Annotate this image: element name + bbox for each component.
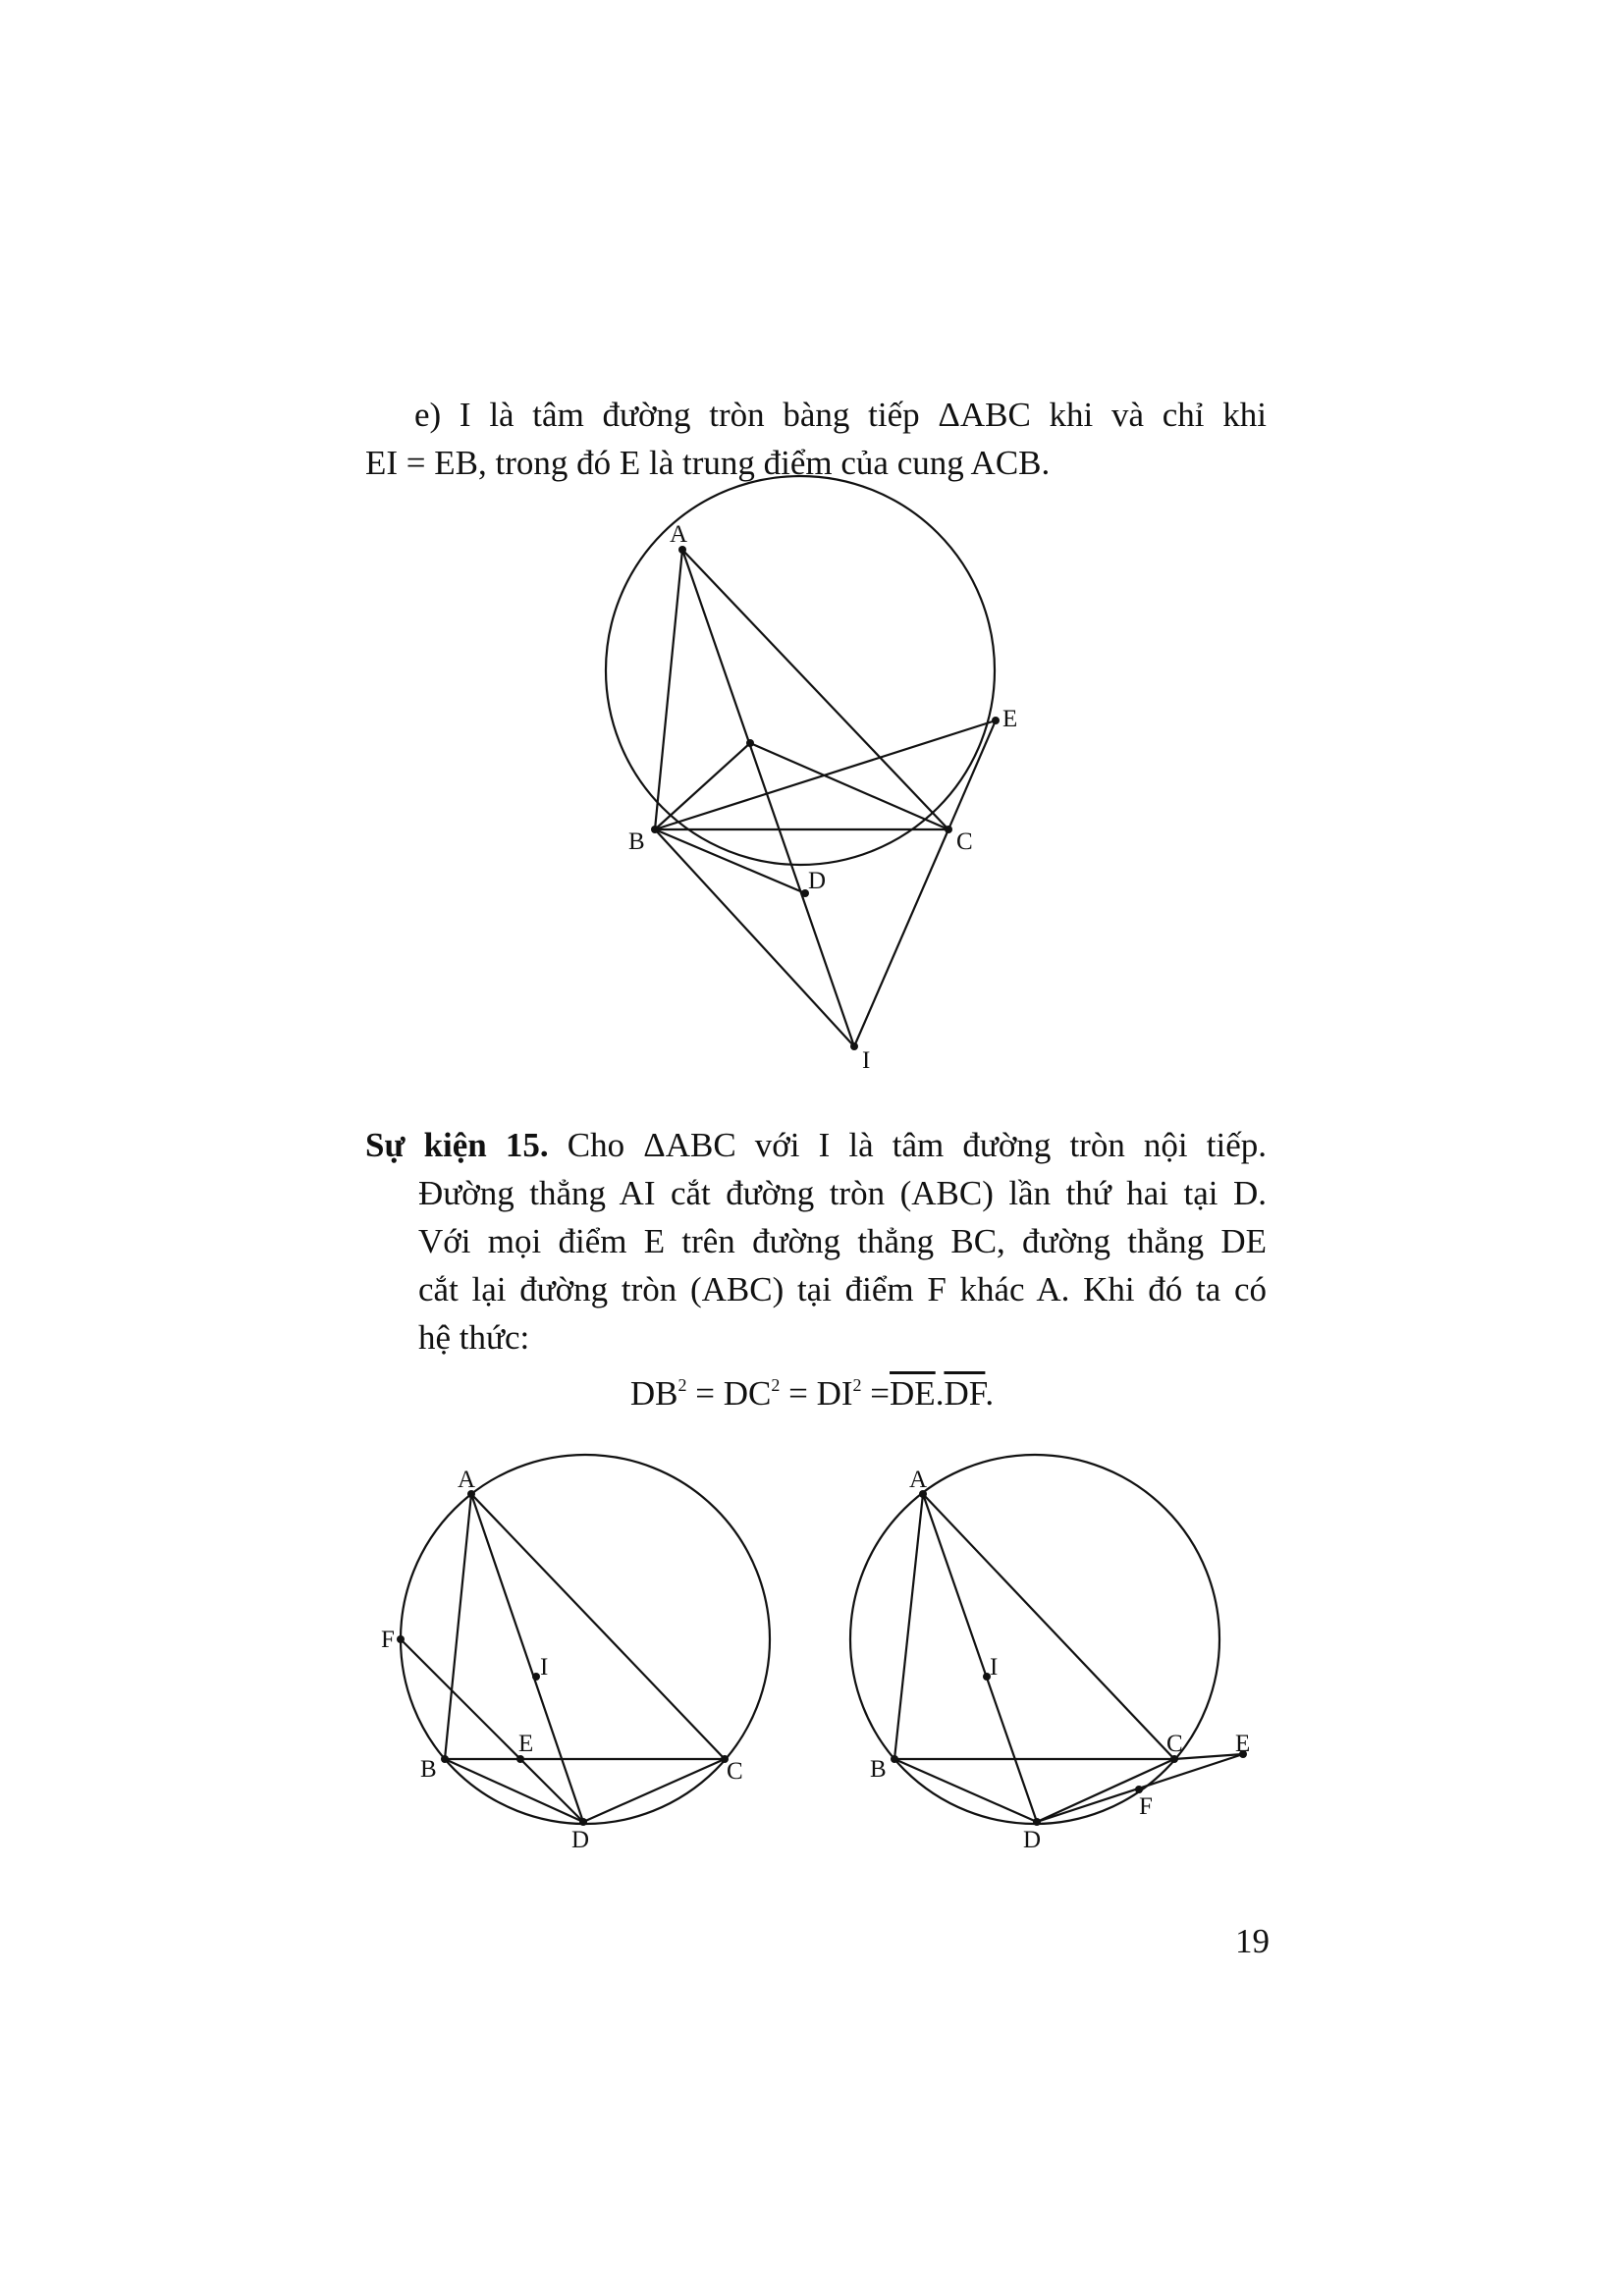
- segment-ab: [894, 1494, 923, 1759]
- label-b: B: [420, 1756, 437, 1783]
- formula-db: DB: [629, 1374, 678, 1413]
- segment-ac: [471, 1494, 725, 1759]
- point-d: [579, 1818, 587, 1826]
- label-e: E: [1002, 706, 1018, 732]
- point-i: [532, 1673, 540, 1681]
- formula-df: $\overline{DF}$: [944, 1374, 986, 1413]
- label-c: C: [1166, 1731, 1183, 1757]
- label-c: C: [956, 828, 973, 855]
- fact-15-line-4: cắt lại đường tròn (ABC) tại điểm F khác A. Khi đó ta có: [418, 1270, 1267, 1308]
- circumcircle: [606, 476, 995, 865]
- point-center: [746, 739, 754, 747]
- label-f: F: [381, 1627, 395, 1653]
- label-b: B: [870, 1756, 887, 1783]
- label-c: C: [727, 1758, 743, 1785]
- section-e-line-2: EI = EB, trong đó E là trung điểm của cung ACB.: [365, 444, 1051, 482]
- segment-ac: [682, 550, 948, 829]
- period: .: [985, 1374, 995, 1413]
- dot: .: [935, 1374, 945, 1413]
- point-f: [1135, 1786, 1143, 1793]
- point-b: [441, 1755, 449, 1763]
- point-b: [891, 1755, 898, 1763]
- figure-incircle-left: [381, 1455, 770, 1853]
- formula-de: $\overline{DE}$: [890, 1374, 936, 1413]
- segment-ab: [655, 550, 682, 829]
- segment-bd: [894, 1759, 1037, 1822]
- label-i: I: [862, 1047, 871, 1074]
- segment-cd: [583, 1759, 725, 1822]
- segment-ai: [682, 550, 854, 1046]
- segment-oc: [750, 743, 948, 829]
- point-e: [992, 717, 1000, 724]
- label-a: A: [458, 1467, 476, 1493]
- figure-excircle: [606, 476, 1017, 1074]
- segment-ad: [471, 1494, 583, 1822]
- label-i: I: [540, 1654, 549, 1681]
- exponent: 2: [677, 1375, 687, 1395]
- fact-15-line-5: hệ thức:: [418, 1318, 530, 1357]
- label-d: D: [808, 868, 827, 894]
- formula-dc: DC: [723, 1374, 772, 1413]
- point-c: [945, 826, 952, 833]
- segment-cd: [1037, 1759, 1174, 1822]
- fact-15-line-3: Với mọi điểm E trên đường thẳng BC, đường thẳng DE: [418, 1222, 1267, 1260]
- point-d: [1033, 1818, 1041, 1826]
- label-f: F: [1139, 1793, 1153, 1820]
- equals: =: [695, 1374, 715, 1413]
- label-d: D: [571, 1827, 590, 1853]
- label-b: B: [628, 828, 645, 855]
- segment-ab: [445, 1494, 471, 1759]
- label-e: E: [518, 1731, 534, 1757]
- segment-ob: [655, 743, 750, 829]
- exponent: 2: [852, 1375, 862, 1395]
- segment-bd: [445, 1759, 583, 1822]
- fact-15-title: Sự kiện 15.: [365, 1126, 549, 1164]
- label-d: D: [1023, 1827, 1042, 1853]
- label-e: E: [1235, 1731, 1251, 1757]
- label-a: A: [670, 521, 688, 548]
- section-e-line-1: e) I là tâm đường tròn bàng tiếp ΔABC khi và chỉ khi: [414, 396, 1267, 434]
- segment-ad: [923, 1494, 1037, 1822]
- fact-15-line-1-text: Cho ΔABC với I là tâm đường tròn nội tiếp.: [567, 1126, 1267, 1164]
- fact-15-line-2: Đường thẳng AI cắt đường tròn (ABC) lần thứ hai tại D.: [418, 1174, 1267, 1212]
- exponent: 2: [771, 1375, 781, 1395]
- label-a: A: [909, 1467, 928, 1493]
- label-i: I: [990, 1654, 999, 1681]
- point-f: [397, 1635, 405, 1643]
- circumcircle: [850, 1455, 1219, 1824]
- point-b: [651, 826, 659, 833]
- segment-ce: [948, 721, 996, 829]
- segment-ac: [923, 1494, 1174, 1759]
- equals: =: [788, 1374, 808, 1413]
- page-number: 19: [1235, 1922, 1270, 1960]
- equals: =: [870, 1374, 891, 1413]
- segment-bi: [655, 829, 854, 1046]
- figure-incircle-right: [850, 1455, 1250, 1853]
- point-i: [850, 1042, 858, 1050]
- segment-ci: [854, 829, 948, 1046]
- segment-fd: [401, 1639, 583, 1822]
- formula-di: DI: [816, 1374, 853, 1413]
